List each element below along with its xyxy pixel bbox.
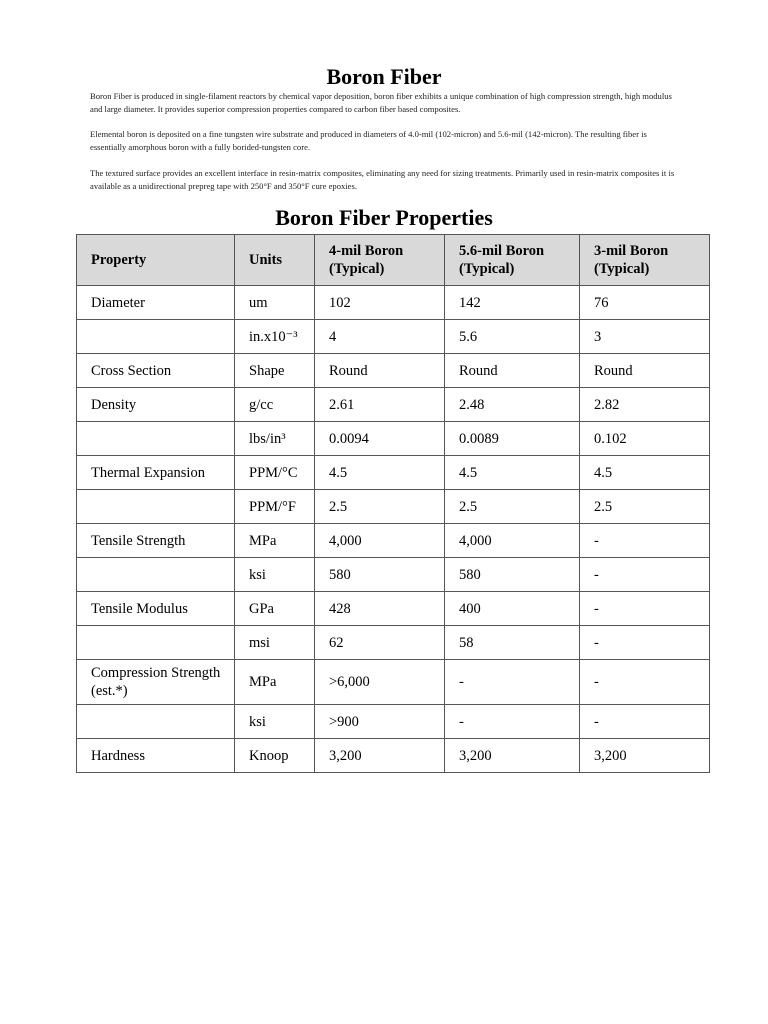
cell-5-6mil: 5.6 <box>445 320 580 354</box>
cell-3mil: - <box>580 705 710 739</box>
cell-5-6mil: 142 <box>445 286 580 320</box>
cell-property <box>77 705 235 739</box>
cell-property <box>77 422 235 456</box>
cell-5-6mil: 400 <box>445 592 580 626</box>
header-3mil-boron: 3-mil Boron (Typical) <box>580 235 710 286</box>
cell-5-6mil: 58 <box>445 626 580 660</box>
table-row <box>77 626 710 660</box>
cell-4mil: 4,000 <box>315 524 445 558</box>
cell-property: Compression Strength (est.*) <box>77 660 235 705</box>
table-row <box>77 705 710 739</box>
cell-5-6mil: 0.0089 <box>445 422 580 456</box>
cell-units: ksi <box>235 705 315 739</box>
cell-units: ksi <box>235 558 315 592</box>
cell-property: Hardness <box>77 739 235 773</box>
cell-5-6mil: 2.5 <box>445 490 580 524</box>
cell-5-6mil: - <box>445 705 580 739</box>
header-property: Property <box>77 235 235 286</box>
composition-paragraph: Elemental boron is deposited on a fine tungsten wire substrate and produced in diameters of 4.0-mil (102-micron) and 5.6-mil (142-micron). The resulting fiber is essentially amorphous boron with a fully borided-tungsten core. <box>90 129 647 152</box>
cell-units: GPa <box>235 592 315 626</box>
cell-property: Diameter <box>77 286 235 320</box>
cell-4mil: 62 <box>315 626 445 660</box>
cell-3mil: Round <box>580 354 710 388</box>
cell-3mil: - <box>580 626 710 660</box>
cell-5-6mil: 3,200 <box>445 739 580 773</box>
cell-3mil: 2.5 <box>580 490 710 524</box>
cell-units: msi <box>235 626 315 660</box>
cell-4mil: 3,200 <box>315 739 445 773</box>
cell-3mil: 76 <box>580 286 710 320</box>
cell-units: MPa <box>235 524 315 558</box>
cell-units: Knoop <box>235 739 315 773</box>
cell-3mil: - <box>580 558 710 592</box>
surface-paragraph: The textured surface provides an excellent interface in resin-matrix composites, eliminating any need for sizing treatments. Primarily used in resin-matrix composites it is available as a unidirectional prepreg tape with 250°F and 350°F cure epoxies. <box>90 168 675 191</box>
table-title: Boron Fiber Properties <box>275 205 493 230</box>
cell-property <box>77 558 235 592</box>
cell-3mil: 0.102 <box>580 422 710 456</box>
cell-3mil: 3 <box>580 320 710 354</box>
cell-4mil: 428 <box>315 592 445 626</box>
cell-units: PPM/°C <box>235 456 315 490</box>
table-row <box>77 388 710 422</box>
cell-property: Tensile Strength <box>77 524 235 558</box>
cell-units: in.x10⁻³ <box>235 320 315 354</box>
cell-3mil: - <box>580 524 710 558</box>
cell-units: lbs/in³ <box>235 422 315 456</box>
table-row <box>77 592 710 626</box>
cell-5-6mil: Round <box>445 354 580 388</box>
cell-3mil: 3,200 <box>580 739 710 773</box>
cell-4mil: 0.0094 <box>315 422 445 456</box>
cell-5-6mil: - <box>445 660 580 705</box>
cell-4mil: >900 <box>315 705 445 739</box>
header-4mil-boron: 4-mil Boron (Typical) <box>315 235 445 286</box>
cell-4mil: >6,000 <box>315 660 445 705</box>
table-row <box>77 524 710 558</box>
table-body <box>77 286 710 773</box>
cell-5-6mil: 4,000 <box>445 524 580 558</box>
cell-3mil: - <box>580 660 710 705</box>
document-title: Boron Fiber <box>326 64 442 89</box>
cell-3mil: - <box>580 592 710 626</box>
cell-units: PPM/°F <box>235 490 315 524</box>
cell-property: Thermal Expansion <box>77 456 235 490</box>
cell-4mil: 580 <box>315 558 445 592</box>
table-row <box>77 660 710 705</box>
intro-paragraph: Boron Fiber is produced in single-filament reactors by chemical vapor deposition, boron fiber exhibits a unique combination of high compression strength, high modulus and large diameter. It provides superior compression properties compared to carbon fiber based composites. <box>90 91 672 114</box>
cell-4mil: 4.5 <box>315 456 445 490</box>
table-row <box>77 558 710 592</box>
cell-units: g/cc <box>235 388 315 422</box>
cell-4mil: 2.5 <box>315 490 445 524</box>
cell-property: Tensile Modulus <box>77 592 235 626</box>
table-row <box>77 456 710 490</box>
table-row <box>77 739 710 773</box>
cell-5-6mil: 4.5 <box>445 456 580 490</box>
cell-units: um <box>235 286 315 320</box>
header-units: Units <box>235 235 315 286</box>
properties-table <box>76 234 710 773</box>
cell-4mil: 2.61 <box>315 388 445 422</box>
cell-property <box>77 490 235 524</box>
cell-units: MPa <box>235 660 315 705</box>
table-row <box>77 354 710 388</box>
cell-4mil: 102 <box>315 286 445 320</box>
header-5-6mil-boron: 5.6-mil Boron (Typical) <box>445 235 580 286</box>
cell-property <box>77 320 235 354</box>
table-row <box>77 286 710 320</box>
cell-4mil: 4 <box>315 320 445 354</box>
table-row <box>77 490 710 524</box>
cell-3mil: 4.5 <box>580 456 710 490</box>
cell-5-6mil: 580 <box>445 558 580 592</box>
cell-5-6mil: 2.48 <box>445 388 580 422</box>
cell-property <box>77 626 235 660</box>
cell-units: Shape <box>235 354 315 388</box>
table-row <box>77 422 710 456</box>
table-header-row <box>77 235 710 286</box>
cell-3mil: 2.82 <box>580 388 710 422</box>
table-row <box>77 320 710 354</box>
cell-4mil: Round <box>315 354 445 388</box>
cell-property: Density <box>77 388 235 422</box>
cell-property: Cross Section <box>77 354 235 388</box>
